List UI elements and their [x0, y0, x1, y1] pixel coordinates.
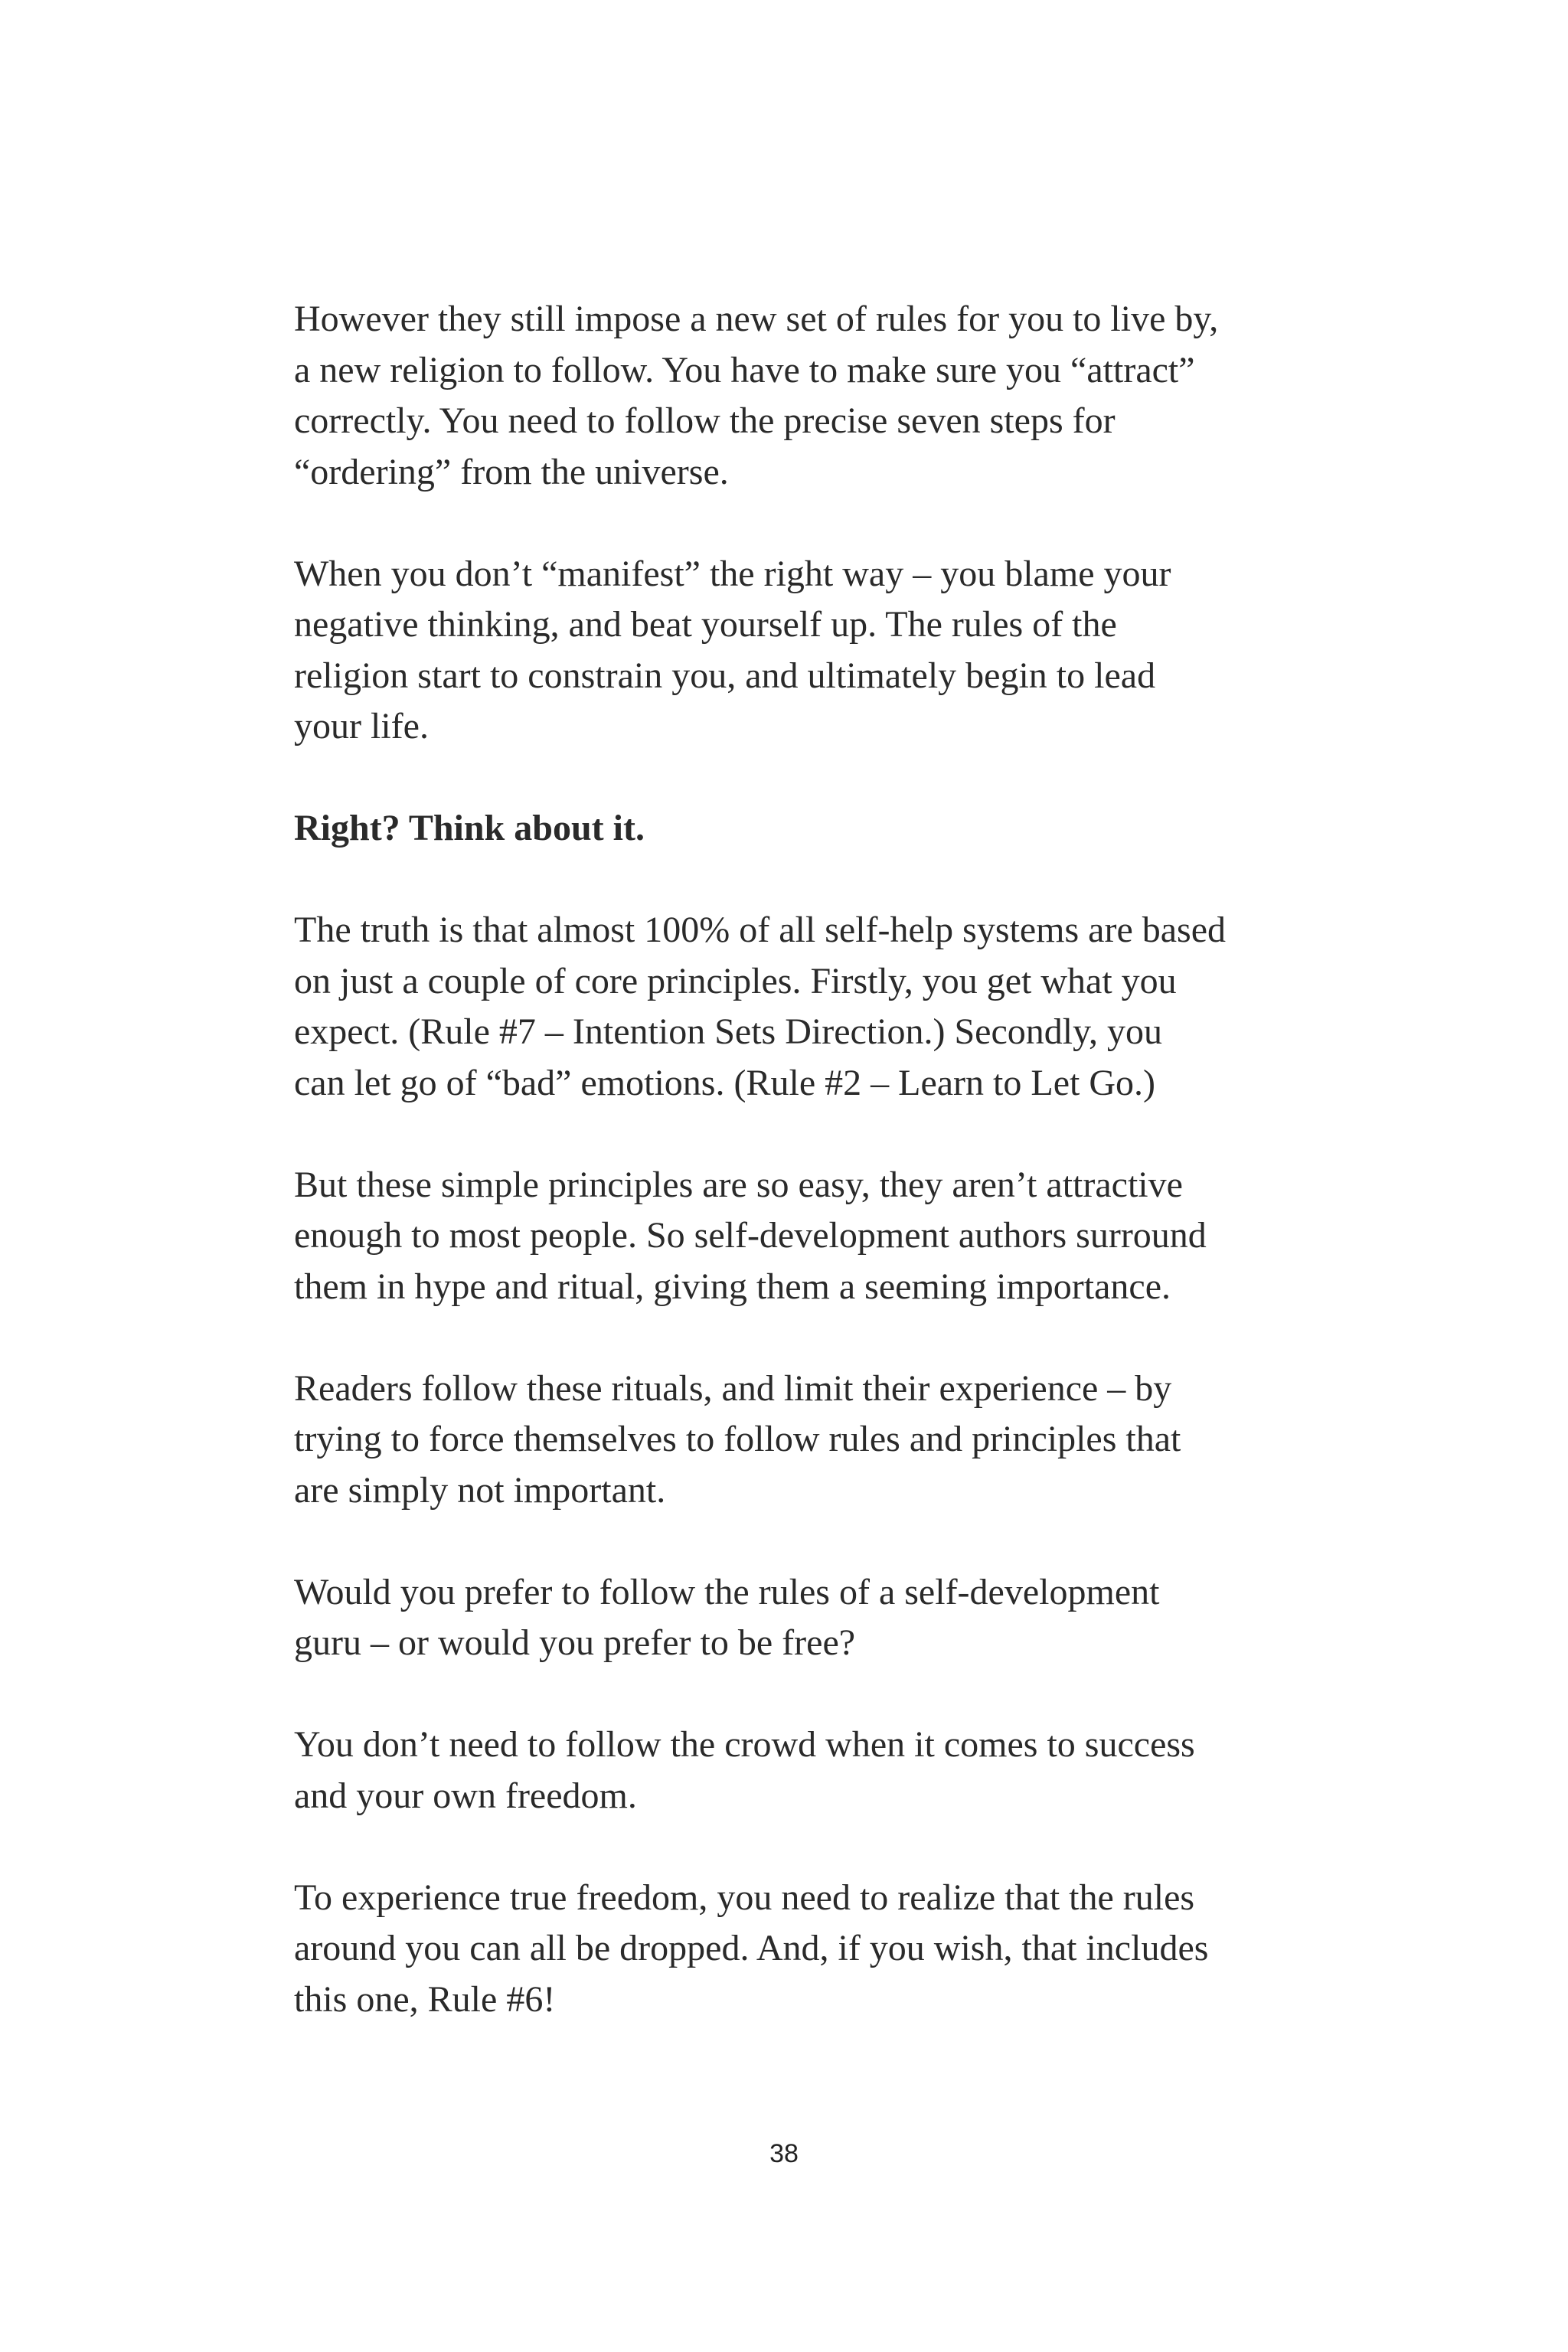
text-line: expect. (Rule #7 – Intention Sets Direction.) Secondly, you	[294, 1011, 1162, 1052]
text-line: can let go of “bad” emotions. (Rule #2 – Learn to Let Go.)	[294, 1062, 1155, 1103]
text-line: them in hype and ritual, giving them a seeming importance.	[294, 1266, 1171, 1307]
text-line: trying to force themselves to follow rules and principles that	[294, 1419, 1181, 1459]
text-line: Right? Think about it.	[294, 808, 645, 848]
text-line: However they still impose a new set of rules for you to live by,	[294, 299, 1219, 339]
paragraph	[294, 549, 1320, 753]
paragraph	[294, 1364, 1320, 1517]
text-line: But these simple principles are so easy, they aren’t attractive	[294, 1164, 1183, 1205]
text-line: correctly. You need to follow the precise seven steps for	[294, 400, 1116, 441]
paragraph	[294, 1720, 1320, 1821]
text-line: You don’t need to follow the crowd when it comes to success	[294, 1724, 1195, 1765]
text-line: guru – or would you prefer to be free?	[294, 1622, 856, 1663]
text-line: on just a couple of core principles. Firstly, you get what you	[294, 960, 1177, 1001]
text-line: enough to most people. So self-development authors surround	[294, 1215, 1207, 1256]
text-line: “ordering” from the universe.	[294, 451, 729, 492]
paragraph	[294, 1567, 1320, 1669]
text-line: and your own freedom.	[294, 1775, 637, 1816]
paragraph	[294, 1873, 1320, 2026]
text-line: Readers follow these rituals, and limit their experience – by	[294, 1367, 1172, 1409]
text-line: this one, Rule #6!	[294, 1978, 556, 2020]
body-text	[294, 294, 1320, 2076]
text-line: The truth is that almost 100% of all self-help systems are based	[294, 910, 1227, 950]
text-line: around you can all be dropped. And, if you wish, that includes	[294, 1928, 1209, 1968]
text-line: When you don’t “manifest” the right way – you blame your	[294, 553, 1171, 594]
text-line: your life.	[294, 706, 429, 746]
text-line: are simply not important.	[294, 1469, 666, 1511]
bold-paragraph	[294, 803, 1320, 854]
paragraph	[294, 905, 1320, 1109]
page-number: 38	[769, 2139, 799, 2168]
text-line: a new religion to follow. You have to make sure you “attract”	[294, 349, 1195, 390]
text-line: To experience true freedom, you need to realize that the rules	[294, 1877, 1195, 1918]
text-line: Would you prefer to follow the rules of a self-development	[294, 1571, 1160, 1612]
text-line: religion start to constrain you, and ultimately begin to lead	[294, 655, 1156, 696]
paragraph	[294, 1160, 1320, 1313]
text-line: negative thinking, and beat yourself up. The rules of the	[294, 604, 1117, 645]
paragraph	[294, 294, 1320, 498]
